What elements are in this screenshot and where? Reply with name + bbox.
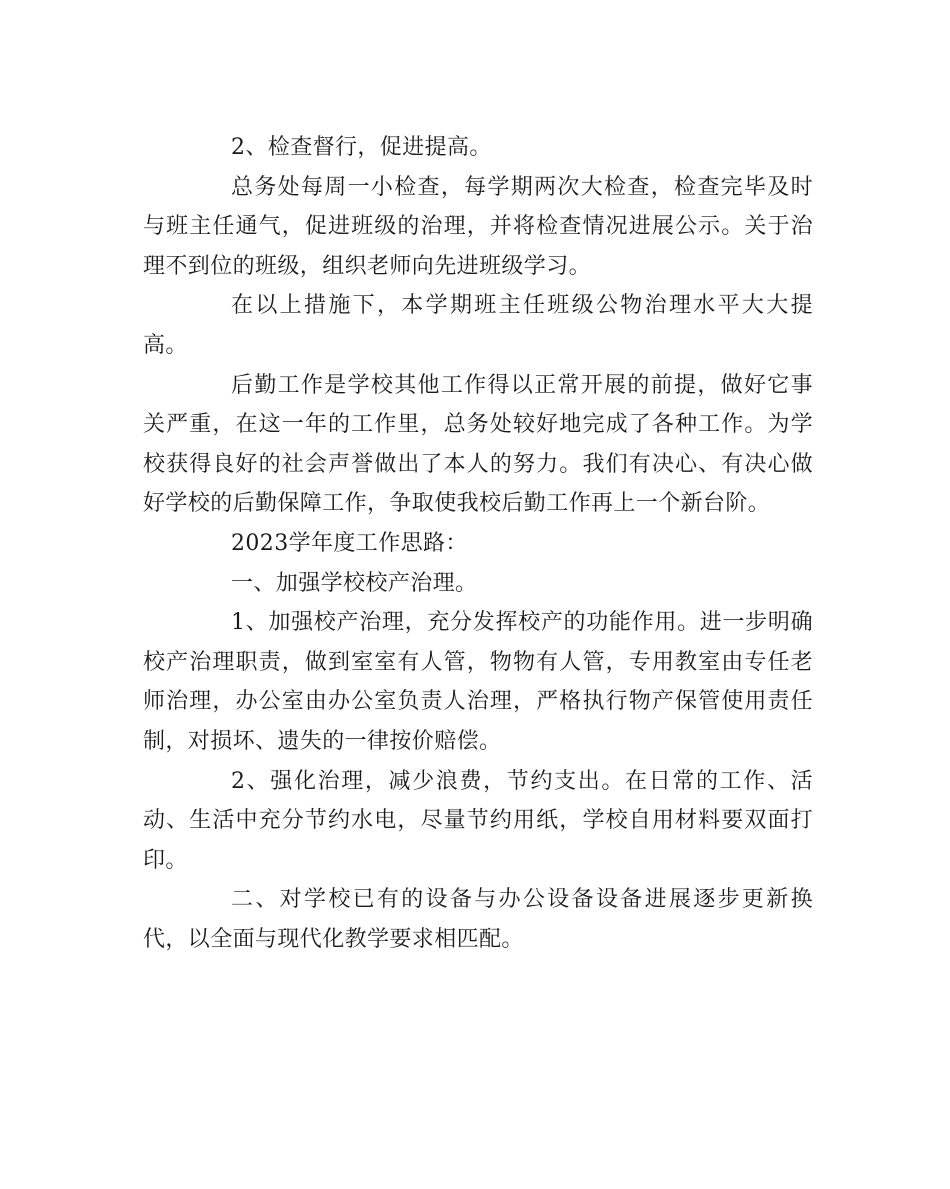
paragraph-2: 总务处每周一小检查，每学期两次大检查，检查完毕及时与班主任通气，促进班级的治理，并将检查情况进展公示。关于治理不到位的班级，组织老师向先进班级学习。 [143, 174, 813, 279]
paragraph-4: 后勤工作是学校其他工作得以正常开展的前提，做好它事关严重，在这一年的工作里，总务处较好地完成了各种工作。为学校获得良好的社会声誉做出了本人的努力。我们有决心、有决心做好学校的后勤保障工作，争取使我校后勤工作再上一个新台阶。 [143, 372, 813, 517]
paragraph-5: 2023学年度工作思路： [231, 530, 468, 556]
paragraph-6: 一、加强学校校产治理。 [231, 570, 478, 596]
paragraph-7: 1、加强校产治理，充分发挥校产的功能作用。进一步明确校产治理职责，做到室室有人管，物物有人管，专用教室由专任老师治理，办公室由办公室负责人治理，严格执行物产保管使用责任制，对损坏、遗失的一律按价赔偿。 [143, 610, 813, 754]
paragraph-9: 二、对学校已有的设备与办公设备设备进展逐步更新换代，以全面与现代化教学要求相匹配。 [143, 887, 813, 952]
paragraph-1: 2、检查督行，促进提高。 [231, 135, 492, 160]
document-body [143, 128, 813, 959]
paragraph-8: 2、强化治理，减少浪费，节约支出。在日常的工作、活动、生活中充分节约水电，尽量节约用纸，学校自用材料要双面打印。 [143, 768, 813, 873]
paragraph-3: 在以上措施下，本学期班主任班级公物治理水平大大提高。 [143, 293, 813, 358]
